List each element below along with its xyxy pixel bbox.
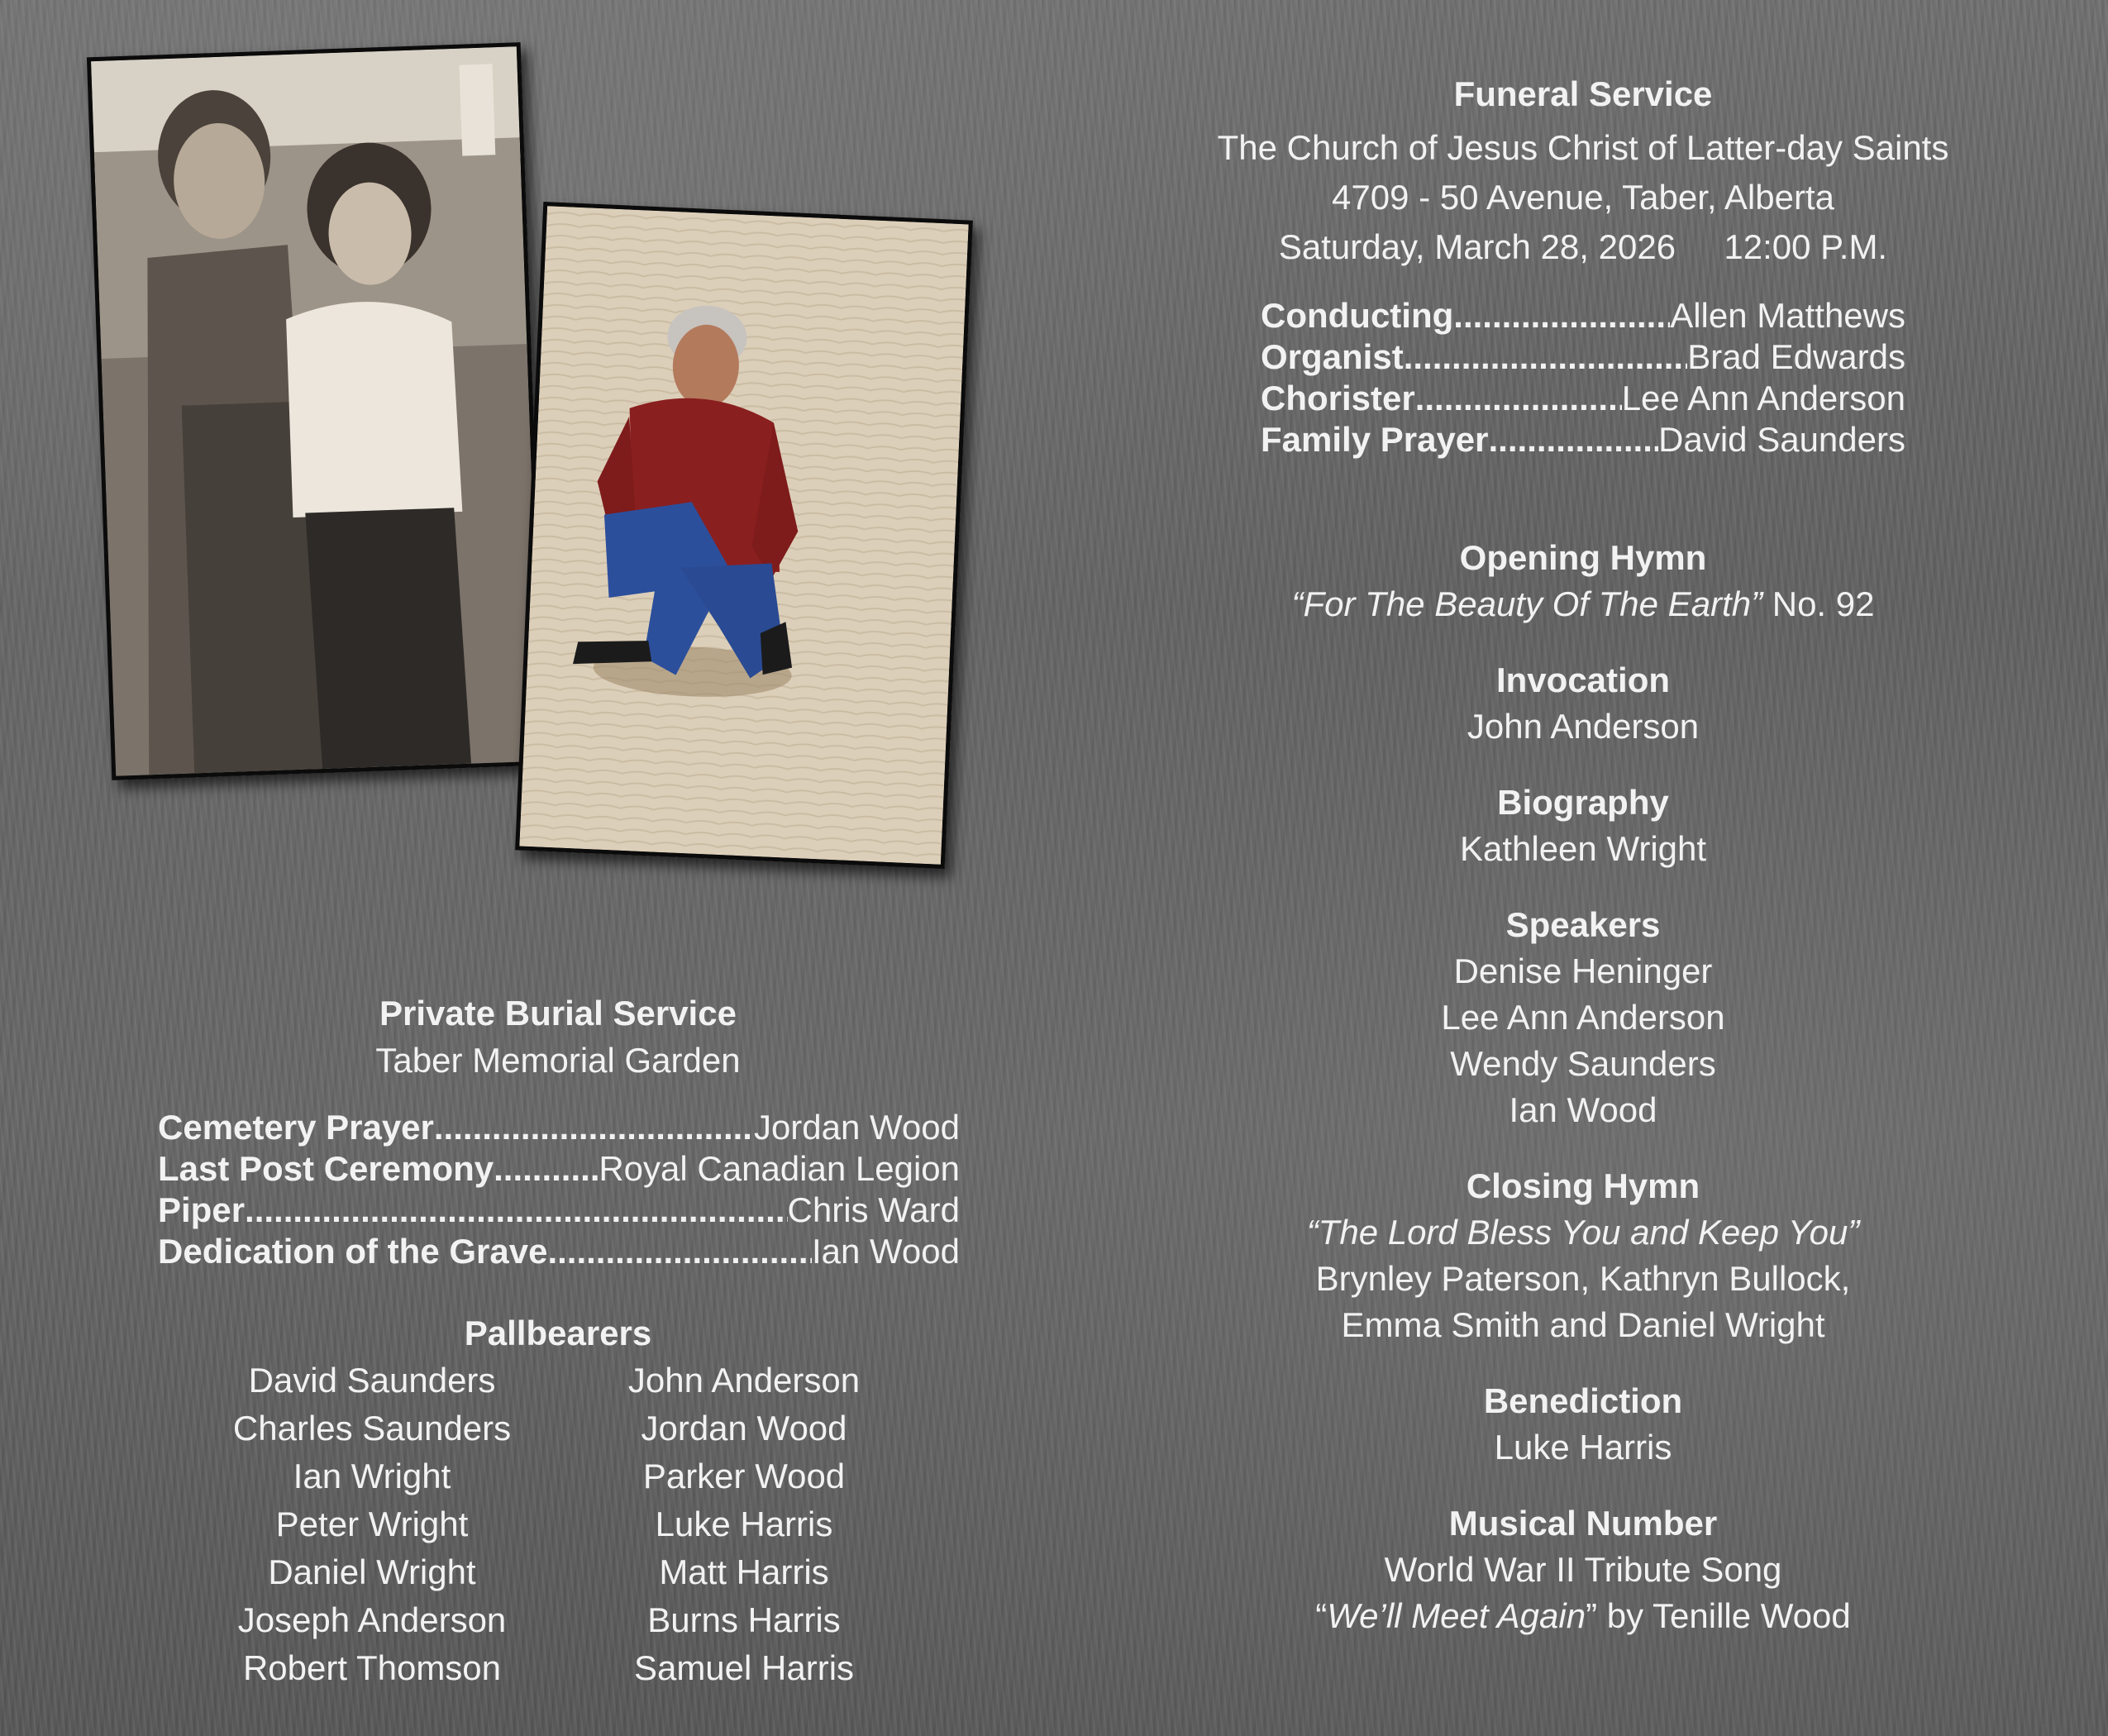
funeral-roles [1261, 295, 1905, 460]
closing-hymn-performers: Emma Smith and Daniel Wright [1341, 1304, 1825, 1344]
role-name: David Saunders [1658, 419, 1905, 459]
invocation-section [1157, 657, 2009, 750]
leader-dots [1404, 336, 1688, 378]
leader-dots [1489, 419, 1659, 460]
pallbearer-name: Matt Harris [659, 1552, 829, 1591]
leader-dots [434, 1107, 754, 1148]
leader-dots [245, 1190, 787, 1231]
burial-roles [158, 1107, 960, 1272]
pallbearer-name: Daniel Wright [268, 1552, 476, 1591]
pallbearers-list [186, 1357, 930, 1692]
pallbearer-name: David Saunders [248, 1360, 496, 1400]
couple-photo-image [91, 46, 541, 775]
biography-title: Biography [1497, 782, 1669, 822]
closing-hymn-title: Closing Hymn [1466, 1166, 1700, 1205]
role-last-post [158, 1148, 960, 1190]
service-datetime: Saturday, March 28, 2026 12:00 P.M. [1278, 227, 1888, 266]
speaker-name: Denise Heninger [1453, 951, 1713, 990]
pallbearer-name: Peter Wright [275, 1504, 469, 1543]
opening-hymn-title: Opening Hymn [1459, 537, 1707, 577]
role-name: Brad Edwards [1687, 336, 1905, 376]
pallbearers-column-1 [186, 1357, 558, 1692]
musical-number-title: Musical Number [1448, 1503, 1718, 1543]
quote-mark: “ [1315, 1595, 1328, 1635]
pallbearer-name: Samuel Harris [633, 1648, 855, 1687]
pallbearers-section [153, 1310, 963, 1692]
role-name: Chris Ward [787, 1190, 960, 1229]
quote-mark: ” [1586, 1595, 1598, 1635]
burial-section [153, 992, 963, 1692]
role-name: Allen Matthews [1670, 295, 1905, 335]
pallbearer-name: Parker Wood [642, 1456, 846, 1495]
musical-number-description: World War II Tribute Song [1384, 1549, 1782, 1589]
speaker-name: Ian Wood [1509, 1090, 1657, 1129]
role-label: Chorister [1261, 378, 1415, 417]
burial-location: Taber Memorial Garden [375, 1040, 741, 1080]
role-label: Cemetery Prayer [158, 1107, 434, 1147]
opening-hymn-section [1157, 535, 2009, 627]
leader-dots [547, 1231, 812, 1272]
leader-dots [494, 1148, 599, 1190]
pallbearer-name: Burns Harris [647, 1600, 841, 1639]
kneeling-man-photo-image [519, 206, 968, 865]
funeral-program [1157, 73, 2009, 1639]
role-conducting [1261, 295, 1905, 336]
role-label: Organist [1261, 336, 1404, 376]
role-name: Lee Ann Anderson [1621, 378, 1905, 417]
church-address: 4709 - 50 Avenue, Taber, Alberta [1332, 177, 1834, 217]
musical-number-song: We’ll Meet Again [1327, 1595, 1586, 1635]
pallbearer-name: Ian Wright [293, 1456, 451, 1495]
role-name: Royal Canadian Legion [599, 1148, 960, 1188]
closing-hymn-song: “The Lord Bless You and Keep You” [1306, 1212, 1860, 1252]
role-cemetery-prayer [158, 1107, 960, 1148]
pallbearer-name: Luke Harris [655, 1504, 833, 1543]
benediction-title: Benediction [1483, 1381, 1683, 1420]
role-family-prayer [1261, 419, 1905, 460]
benediction-name: Luke Harris [1494, 1427, 1672, 1467]
invocation-title: Invocation [1495, 660, 1671, 699]
biography-name: Kathleen Wright [1459, 828, 1707, 868]
funeral-service-title: Funeral Service [1453, 74, 1713, 113]
benediction-section [1157, 1378, 2009, 1471]
couple-photo [87, 42, 546, 780]
pallbearer-name: Joseph Anderson [237, 1600, 507, 1639]
role-label: Piper [158, 1190, 246, 1229]
role-label: Last Post Ceremony [158, 1148, 494, 1188]
burial-title: Private Burial Service [379, 994, 737, 1033]
speakers-title: Speakers [1505, 904, 1661, 944]
role-label: Family Prayer [1261, 419, 1489, 459]
role-organist [1261, 336, 1905, 378]
speaker-name: Lee Ann Anderson [1441, 997, 1725, 1037]
role-piper [158, 1190, 960, 1231]
leader-dots [1453, 295, 1670, 336]
leader-dots [1415, 378, 1622, 419]
musical-number-section [1157, 1500, 2009, 1639]
pallbearer-name: John Anderson [627, 1360, 861, 1400]
speakers-section [1157, 902, 2009, 1133]
musical-number-performer: by Tenille Wood [1597, 1595, 1851, 1635]
opening-hymn-number: No. 92 [1762, 584, 1875, 623]
closing-hymn-performers: Brynley Paterson, Kathryn Bullock, [1315, 1258, 1851, 1298]
church-name: The Church of Jesus Christ of Latter-day Saints [1217, 127, 1949, 167]
opening-hymn-song: “For The Beauty Of The Earth” [1291, 584, 1763, 623]
role-label: Dedication of the Grave [158, 1231, 548, 1271]
role-dedication [158, 1231, 960, 1272]
role-chorister [1261, 378, 1905, 419]
pallbearer-name: Jordan Wood [641, 1408, 847, 1447]
biography-section [1157, 780, 2009, 872]
role-name: Jordan Wood [753, 1107, 960, 1147]
pallbearer-name: Robert Thomson [242, 1648, 502, 1687]
role-label: Conducting [1261, 295, 1454, 335]
closing-hymn-section [1157, 1163, 2009, 1348]
pallbearers-column-2 [558, 1357, 930, 1692]
speaker-name: Wendy Saunders [1450, 1043, 1716, 1083]
kneeling-man-photo [515, 202, 973, 869]
role-name: Ian Wood [811, 1231, 960, 1271]
pallbearers-title: Pallbearers [464, 1313, 652, 1352]
invocation-name: John Anderson [1467, 706, 1700, 746]
pallbearer-name: Charles Saunders [232, 1408, 512, 1447]
